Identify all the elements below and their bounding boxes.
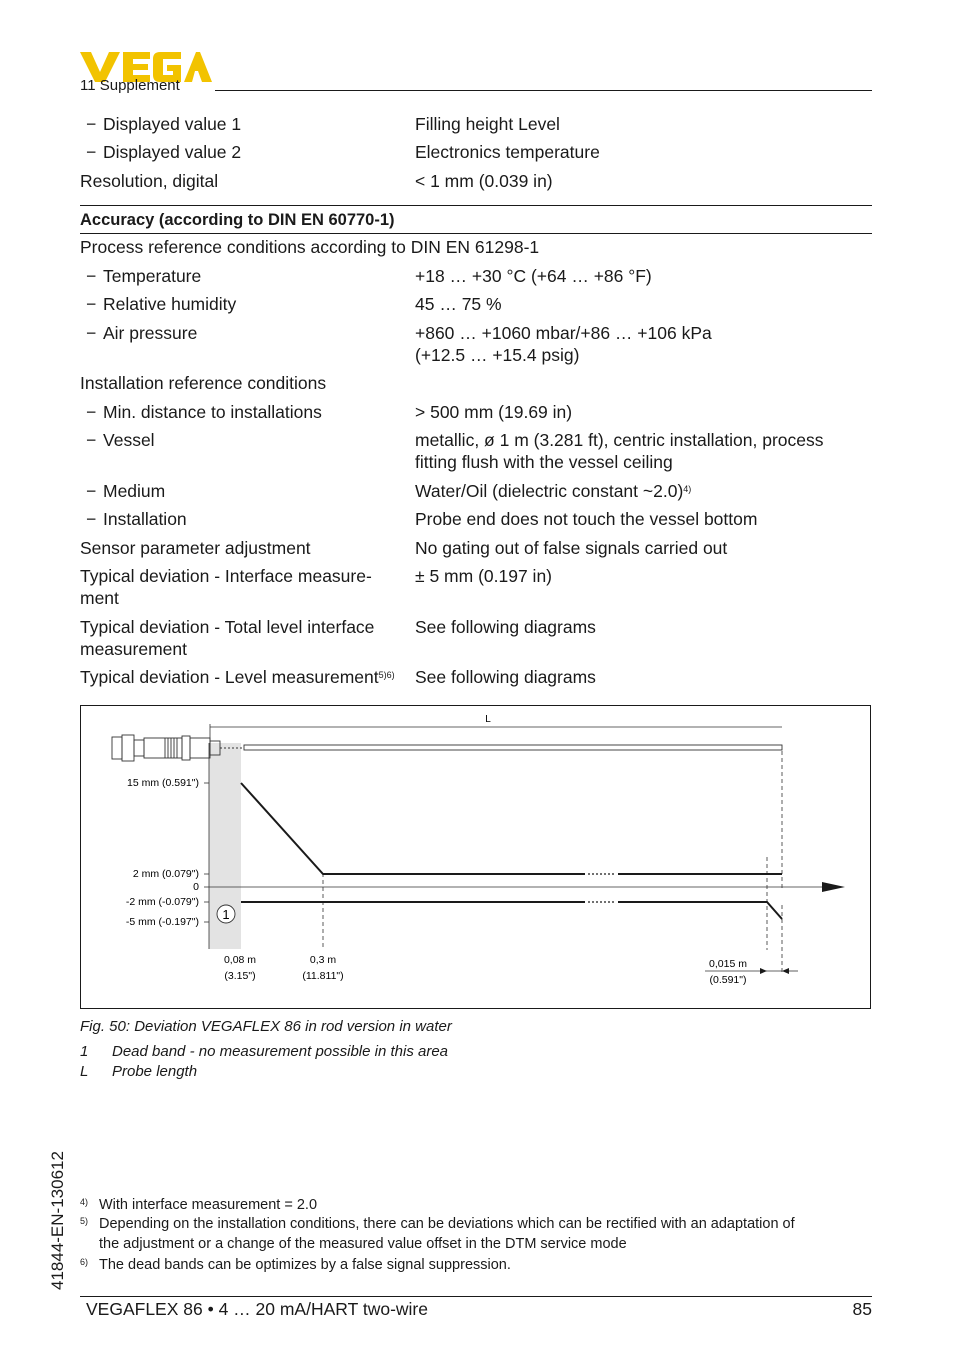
spec-label: Installation: [103, 509, 187, 529]
group-label: Process reference conditions according to DIN EN 61298-1: [80, 237, 540, 257]
dash-bullet: −: [86, 323, 97, 343]
spec-label: Resolution, digital: [80, 171, 219, 191]
spec-value: (+12.5 … +15.4 psig): [415, 345, 580, 365]
label-L: L: [485, 714, 491, 725]
footnote-text: Depending on the installation conditions, there can be deviations which can be rectified with an adaptation of: [99, 1216, 795, 1232]
spec-label: Relative humidity: [103, 294, 237, 314]
probe-rod: [244, 745, 782, 750]
spec-label: Vessel: [103, 430, 155, 450]
legend-key: L: [80, 1063, 89, 1080]
spec-label: Typical deviation - Interface measure-: [80, 566, 372, 586]
spec-value: 45 … 75 %: [415, 294, 502, 314]
spec-value: fitting flush with the vessel ceiling: [415, 452, 673, 472]
spec-value-text: Water/Oil (dielectric constant ~2.0): [415, 481, 684, 501]
document-code: 41844-EN-130612: [48, 1151, 67, 1290]
y-label-15mm: 15 mm (0.591"): [126, 777, 199, 789]
spec-value: ± 5 mm (0.197 in): [415, 566, 553, 586]
upper-deviation-line: [241, 783, 585, 874]
x-label-11-811in: (11.811"): [302, 970, 344, 982]
dash-bullet: −: [86, 142, 97, 162]
dash-bullet: −: [86, 402, 97, 422]
spec-label: Typical deviation - Total level interface: [80, 617, 375, 637]
x-axis-arrow: [822, 882, 845, 892]
y-label-minus2mm: -2 mm (-0.079"): [125, 896, 199, 908]
spec-value: Filling height Level: [415, 114, 560, 134]
legend-key: 1: [80, 1043, 89, 1060]
dash-bullet: −: [86, 114, 97, 134]
header-rule: [215, 90, 872, 91]
footer-product: VEGAFLEX 86 • 4 … 20 mA/HART two-wire: [86, 1299, 428, 1319]
spec-label: Medium: [103, 481, 166, 501]
deviation-figure: [80, 705, 871, 1009]
lower-deviation-line-end: [618, 902, 782, 919]
x-label-3-15in: (3.15"): [224, 970, 256, 982]
spec-label: [80, 666, 395, 688]
spec-label: Displayed value 1: [103, 114, 242, 134]
spec-label-text: Typical deviation - Level measurement: [80, 667, 379, 687]
dash-bullet: −: [86, 294, 97, 314]
spec-value: +18 … +30 °C (+64 … +86 °F): [415, 266, 652, 286]
spec-value: +860 … +1060 mbar/+86 … +106 kPa: [415, 323, 712, 343]
legend-text: Dead band - no measurement possible in this area: [112, 1043, 449, 1060]
footer-rule: [80, 1296, 872, 1297]
y-label-0: 0: [193, 881, 199, 893]
spec-value: See following diagrams: [415, 617, 596, 637]
dash-bullet: −: [86, 430, 97, 450]
section-rule-bottom: [80, 233, 872, 234]
dim-arrow-right: [782, 968, 789, 974]
callout-number: 1: [222, 907, 230, 922]
spec-label: measurement: [80, 639, 187, 659]
footnote-number: 4): [80, 1197, 89, 1207]
dash-bullet: −: [86, 266, 97, 286]
figure-caption: Fig. 50: Deviation VEGAFLEX 86 in rod version in water: [80, 1018, 452, 1035]
section-title: 11 Supplement: [80, 77, 180, 94]
spec-value: Electronics temperature: [415, 142, 600, 162]
spec-value: < 1 mm (0.039 in): [415, 171, 553, 191]
spec-value: No gating out of false signals carried out: [415, 538, 728, 558]
spec-label: Temperature: [103, 266, 202, 286]
spec-value: See following diagrams: [415, 667, 596, 687]
footnote-ref: 4): [683, 484, 692, 494]
y-label-2mm: 2 mm (0.079"): [132, 868, 199, 880]
spec-value: Probe end does not touch the vessel bottom: [415, 509, 758, 529]
spec-label: Min. distance to installations: [103, 402, 322, 422]
dash-bullet: −: [86, 509, 97, 529]
spec-value: [415, 480, 691, 502]
deviation-diagram: [80, 705, 871, 1009]
x-label-0-591in: (0.591"): [709, 974, 747, 986]
spec-label: Sensor parameter adjustment: [80, 538, 311, 558]
page-number: 85: [852, 1299, 872, 1319]
footnote-number: 5): [80, 1216, 89, 1226]
footnote-text: With interface measurement = 2.0: [99, 1197, 318, 1213]
legend-text: Probe length: [112, 1063, 198, 1080]
y-label-minus5mm: -5 mm (-0.197"): [125, 916, 199, 928]
spec-label: ment: [80, 588, 119, 608]
x-label-0-08m: 0,08 m: [223, 954, 257, 966]
group-label: Installation reference conditions: [80, 373, 327, 393]
dim-arrow-left: [760, 968, 767, 974]
spec-value: > 500 mm (19.69 in): [415, 402, 573, 422]
spec-value: metallic, ø 1 m (3.281 ft), centric installation, process: [415, 430, 824, 450]
footnote-text: The dead bands can be optimizes by a false signal suppression.: [99, 1257, 511, 1273]
spec-label: Displayed value 2: [103, 142, 242, 162]
footnote-text: the adjustment or a change of the measured value offset in the DTM service mode: [99, 1236, 627, 1252]
dash-bullet: −: [86, 481, 97, 501]
x-label-0-015m: 0,015 m: [709, 958, 747, 970]
section-heading: Accuracy (according to DIN EN 60770-1): [80, 211, 395, 229]
x-label-0-3m: 0,3 m: [309, 954, 337, 966]
footnote-number: 6): [80, 1257, 89, 1267]
y-ticks: [204, 783, 209, 922]
section-rule-top: [80, 205, 872, 206]
spec-label: Air pressure: [103, 323, 198, 343]
footnote-ref: 5)6): [378, 670, 395, 680]
